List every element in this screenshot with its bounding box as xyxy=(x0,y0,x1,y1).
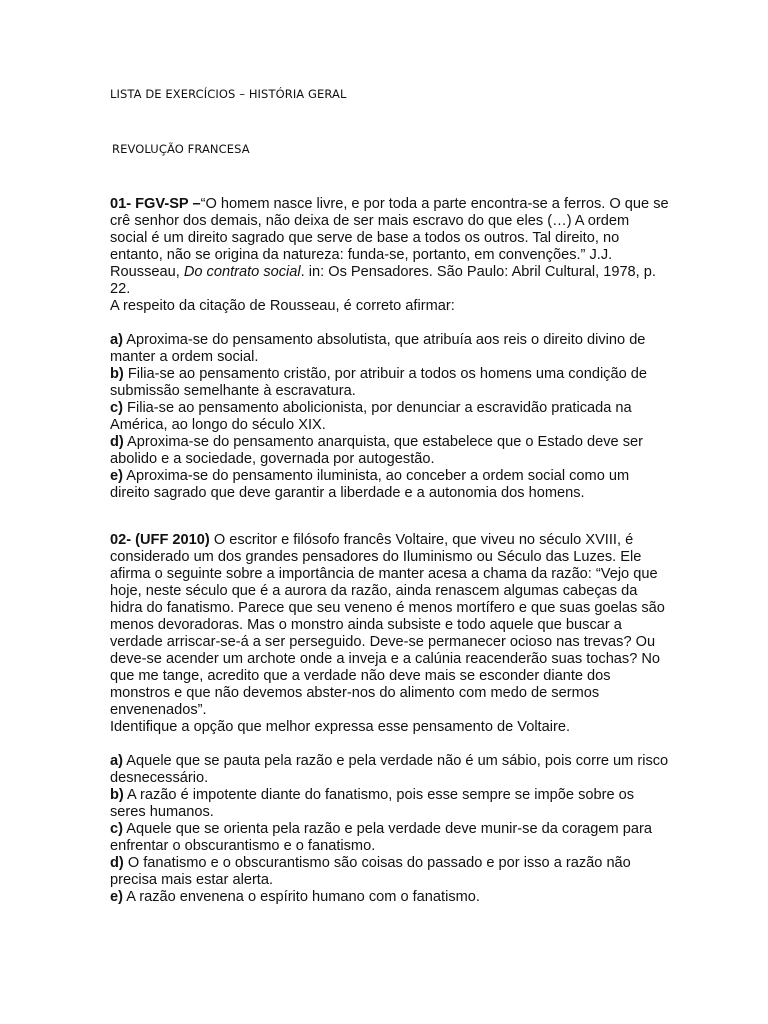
question-2-label: 02- (UFF 2010) xyxy=(110,532,210,548)
option-letter: d) xyxy=(110,434,124,450)
question-1-label: 01- FGV-SP – xyxy=(110,196,201,212)
question-1-book-title: Do contrato social xyxy=(183,264,301,280)
option-letter: b) xyxy=(110,787,124,803)
question-2-option-e xyxy=(110,889,670,906)
question-1-option-c xyxy=(110,400,670,434)
option-letter: a) xyxy=(110,753,123,769)
option-text: Filia-se ao pensamento cristão, por atribuir a todos os homens uma condição de submissão semelhante à escravatura. xyxy=(110,366,648,399)
document-subtitle: REVOLUÇÃO FRANCESA xyxy=(112,142,250,156)
question-1-option-d xyxy=(110,434,670,468)
option-letter: c) xyxy=(110,400,123,416)
question-1-prompt: A respeito da citação de Rousseau, é correto afirmar: xyxy=(110,298,455,314)
option-letter: e) xyxy=(110,889,123,905)
option-text: Filia-se ao pensamento abolicionista, por denunciar a escravidão praticada na América, ao longo do século XIX. xyxy=(110,400,632,433)
question-1-text-start: “O homem nasce livre, e por toda a parte encontra-se a ferros. O que se crê senhor dos demais, não deixa de ser mais escravo do que eles (…) A ordem social é um direito sagrado que serve de base a todos os outros. Tal direito, no entanto, não se origina da natureza: funda-se, portanto, em convenções.” J.J. Rousseau, xyxy=(110,196,669,280)
question-1 xyxy=(110,196,670,502)
question-2-option-d xyxy=(110,855,670,889)
option-letter: b) xyxy=(110,366,124,382)
option-letter: a) xyxy=(110,332,123,348)
question-2 xyxy=(110,532,670,906)
option-text: A razão envenena o espírito humano com o fanatismo. xyxy=(122,889,480,905)
option-text: A razão é impotente diante do fanatismo, pois esse sempre se impõe sobre os seres humanos. xyxy=(110,787,635,820)
question-2-option-a xyxy=(110,753,670,787)
question-2-text: O escritor e filósofo francês Voltaire, que viveu no século XVIII, é considerado um dos grandes pensadores do Iluminismo ou Século das Luzes. Ele afirma o seguinte sobre a importância de manter acesa a chama da razão: “Vejo que hoje, neste século que é a aurora da razão, ainda renascem algumas cabeças da hidra do fanatismo. Parece que seu veneno é menos mortífero e que suas goelas são menos devoradoras. Mas o monstro ainda subsiste e todo aquele que buscar a verdade arriscar-se-á a ser perseguido. Deve-se permanecer ocioso nas trevas? Ou deve-se acender um archote onde a inveja e a calúnia reacenderão suas tochas? No que me tange, acredito que a verdade não deve mais se esconder diante dos monstros e que não devemos abster-nos do alimento com medo de sermos envenenados”. xyxy=(110,532,665,718)
question-1-option-b xyxy=(110,366,670,400)
question-1-option-e xyxy=(110,468,670,502)
option-text: Aquele que se pauta pela razão e pela verdade não é um sábio, pois corre um risco desnecessário. xyxy=(110,753,669,786)
question-2-option-b xyxy=(110,787,670,821)
document-title: LISTA DE EXERCÍCIOS – HISTÓRIA GERAL xyxy=(110,87,347,101)
option-text: Aproxima-se do pensamento iluminista, ao conceber a ordem social como um direito sagrado que deve garantir a liberdade e a autonomia dos homens. xyxy=(110,468,630,501)
option-text: Aproxima-se do pensamento anarquista, que estabelece que o Estado deve ser abolido e a sociedade, governada por autogestão. xyxy=(110,434,644,467)
question-1-text-end: . in: Os Pensadores. São Paulo: Abril Cultural, 1978, p. 22. xyxy=(110,264,656,297)
question-1-option-a xyxy=(110,332,670,366)
question-2-prompt: Identifique a opção que melhor expressa esse pensamento de Voltaire. xyxy=(110,719,571,735)
question-2-statement xyxy=(110,532,670,719)
option-text: Aquele que se orienta pela razão e pela verdade deve munir-se da coragem para enfrentar o obscurantismo e o fanatismo. xyxy=(110,821,652,854)
question-1-statement xyxy=(110,196,670,298)
option-letter: d) xyxy=(110,855,124,871)
option-letter: e) xyxy=(110,468,123,484)
option-text: Aproxima-se do pensamento absolutista, que atribuía aos reis o direito divino de manter a ordem social. xyxy=(110,332,646,365)
question-2-option-c xyxy=(110,821,670,855)
option-letter: c) xyxy=(110,821,123,837)
option-text: O fanatismo e o obscurantismo são coisas do passado e por isso a razão não precisa mais estar alerta. xyxy=(110,855,631,888)
